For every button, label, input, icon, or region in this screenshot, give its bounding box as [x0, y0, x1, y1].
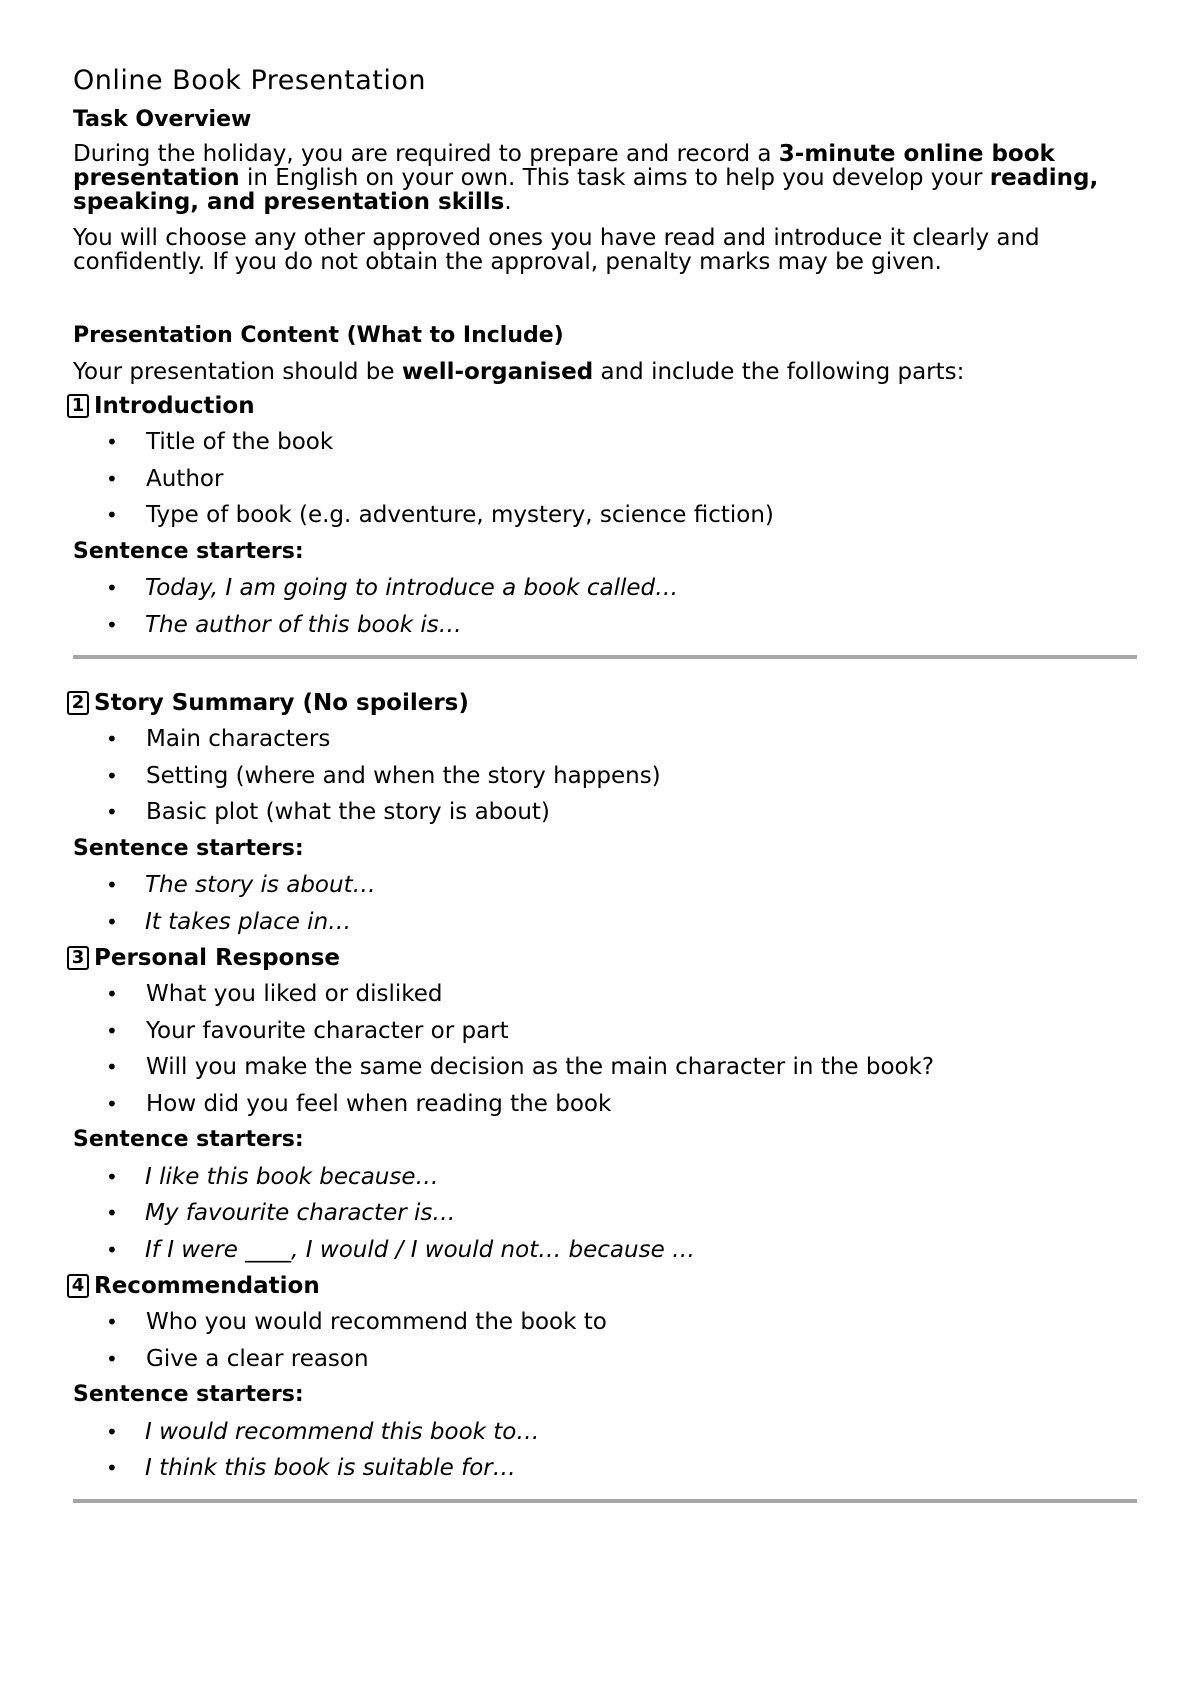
document-page	[73, 62, 1143, 1503]
list-item: • Who you would recommend the book to	[73, 1304, 1143, 1341]
section-personal-response-heading	[73, 940, 1143, 976]
starter-item: • I would recommend this book to…	[73, 1414, 1143, 1451]
section-story-summary-starters	[73, 867, 1143, 940]
section-introduction-starters	[73, 570, 1143, 643]
section-title: Personal Response	[94, 945, 341, 971]
starter-item: • The author of this book is…	[73, 607, 1143, 644]
section-introduction-heading	[73, 388, 1143, 424]
content-intro-text-2: and include the following parts:	[593, 359, 965, 385]
overview-text-1: During the holiday, you are required to prepare and record a	[73, 141, 779, 167]
number-2-icon: 2	[67, 691, 89, 715]
section-title: Introduction	[94, 393, 255, 419]
sentence-starters-label: Sentence starters:	[73, 1127, 304, 1152]
list-item: • How did you feel when reading the book	[73, 1086, 1143, 1123]
content-intro-text-1: Your presentation should be	[73, 359, 402, 385]
section-personal-response-items	[73, 976, 1143, 1122]
section-introduction-items	[73, 424, 1143, 534]
spacer	[73, 286, 1143, 322]
number-4-icon: 4	[67, 1274, 89, 1298]
list-item: • Type of book (e.g. adventure, mystery, science fiction)	[73, 497, 1143, 534]
overview-bold-2: reading, speaking, and presentation skills	[73, 165, 1099, 215]
overview-text-2: in English on your own. This task aims to help you develop your	[239, 165, 990, 191]
sentence-starters-label: Sentence starters:	[73, 835, 304, 861]
section-story-summary-heading	[73, 685, 1143, 721]
spacer	[73, 659, 1143, 685]
starter-item: • It takes place in…	[73, 904, 1143, 941]
section-title: Story Summary (No spoilers)	[94, 690, 469, 716]
starter-item: • I think this book is suitable for…	[73, 1450, 1143, 1487]
list-item: • Basic plot (what the story is about)	[73, 794, 1143, 831]
list-item: • Author	[73, 461, 1143, 498]
starter-item: • If I were ____, I would / I would not… because …	[73, 1232, 1143, 1269]
list-item: • Your favourite character or part	[73, 1013, 1143, 1050]
section-story-summary-items	[73, 721, 1143, 831]
content-intro-bold: well-organised	[401, 359, 594, 385]
starter-item: • The story is about…	[73, 867, 1143, 904]
number-1-icon: 1	[67, 394, 89, 418]
list-item: • Will you make the same decision as the main character in the book?	[73, 1049, 1143, 1086]
divider	[73, 1499, 1137, 1503]
section-title: Recommendation	[94, 1273, 320, 1299]
list-item: • Give a clear reason	[73, 1341, 1143, 1378]
number-3-icon: 3	[67, 946, 89, 970]
list-item: • Title of the book	[73, 424, 1143, 461]
starter-item: • My favourite character is…	[73, 1195, 1143, 1232]
overview-paragraph-2: You will choose any other approved ones you have read and introduce it clearly and confidently. If you do not obtain the approval, penalty marks may be given.	[73, 225, 1040, 275]
list-item: • What you liked or disliked	[73, 976, 1143, 1013]
section-recommendation-heading	[73, 1268, 1143, 1304]
section-recommendation-starters	[73, 1414, 1143, 1487]
document-title: Online Book Presentation	[73, 65, 427, 96]
task-overview-heading: Task Overview	[73, 107, 252, 132]
overview-text-3: .	[504, 189, 512, 215]
section-personal-response-starters	[73, 1159, 1143, 1269]
overview-paragraph-1	[73, 142, 1143, 214]
starter-item: • I like this book because…	[73, 1159, 1143, 1196]
sentence-starters-label: Sentence starters:	[73, 538, 304, 564]
content-heading: Presentation Content (What to Include)	[73, 323, 564, 348]
overview-bold-1: 3-minute online book presentation	[73, 141, 1055, 191]
content-intro	[73, 358, 1143, 386]
section-recommendation-items	[73, 1304, 1143, 1377]
starter-item: • Today, I am going to introduce a book called…	[73, 570, 1143, 607]
sentence-starters-label: Sentence starters:	[73, 1382, 304, 1407]
list-item: • Main characters	[73, 721, 1143, 758]
list-item: • Setting (where and when the story happens)	[73, 758, 1143, 795]
